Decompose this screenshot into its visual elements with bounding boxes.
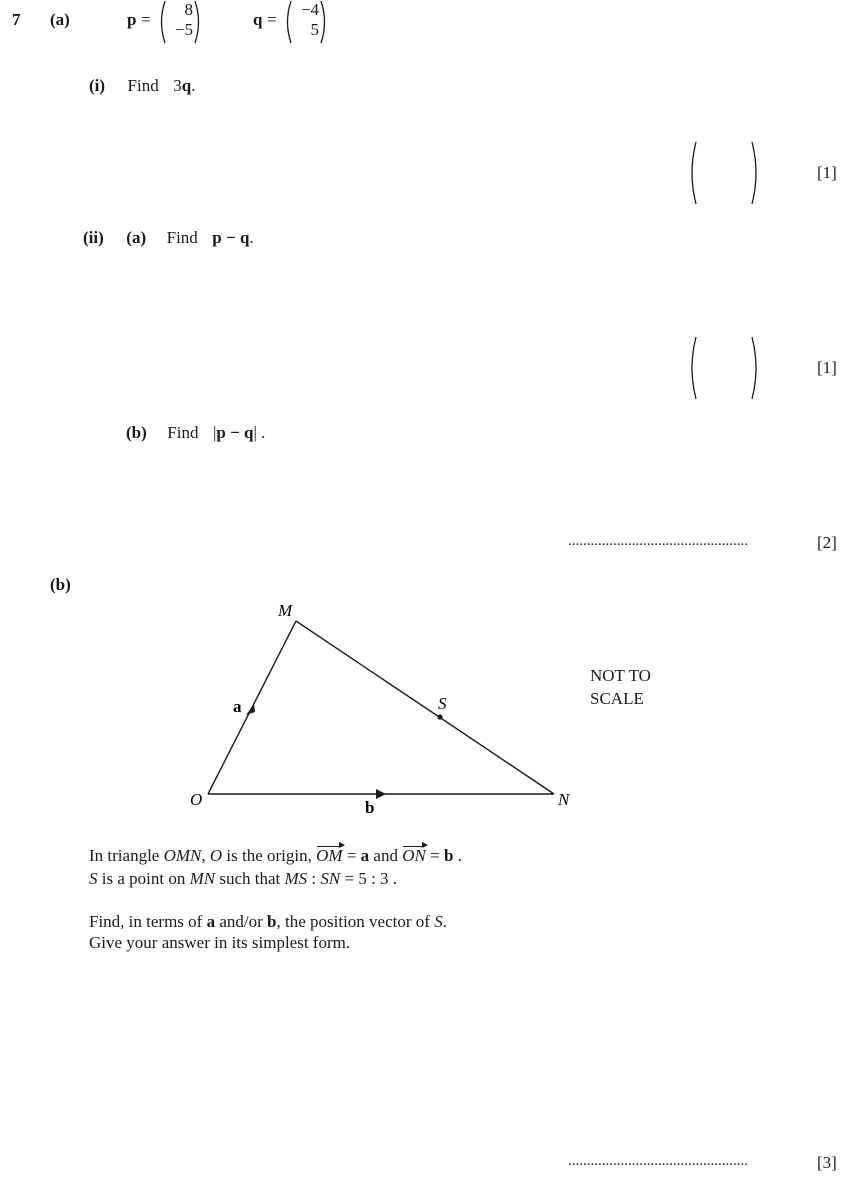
answer-line-b[interactable]: ................................................ [568, 1153, 748, 1169]
part-b-line-2: S is a point on MN such that MS : SN = 5 : 3 . [89, 869, 398, 888]
answer-brackets-icon [688, 140, 760, 206]
find-text: Find [166, 228, 198, 247]
vector-p-top: 8 [184, 0, 193, 19]
answer-vector-box-i[interactable] [688, 140, 760, 206]
vertex-o-label: O [190, 790, 203, 809]
answer-vector-box-ii-a[interactable] [688, 335, 760, 401]
expr-number: 3 [173, 76, 182, 95]
vector-q-bottom: 5 [310, 20, 319, 39]
part-ii-b-label: (b) [126, 423, 147, 442]
triangle-diagram [170, 595, 590, 825]
vector-p-name: p [127, 10, 137, 29]
equals-sign: = [267, 10, 277, 29]
find-text: Find [167, 423, 199, 442]
abs-bar-icon: | [212, 423, 217, 442]
vector-on: ON [402, 846, 426, 865]
part-ii-label: (ii) [83, 228, 104, 247]
point-s-dot [437, 714, 442, 719]
answer-line-ii-b[interactable]: ................................................ [568, 533, 748, 549]
vertex-n-label: N [558, 790, 570, 809]
not-to-scale-line2: SCALE [590, 689, 644, 708]
vector-p-bottom: −5 [174, 20, 193, 39]
part-b-label: (b) [50, 575, 71, 594]
part-ii-a-label: (a) [126, 228, 147, 247]
part-b-line-1: In triangle OMN, O is the origin, OM = a and ON = b . [89, 846, 462, 865]
mark-b: [3] [817, 1153, 837, 1172]
arrow-b-icon [376, 789, 386, 799]
mark-i: [1] [817, 163, 837, 182]
right-paren-icon [319, 0, 329, 44]
part-i-question: (i) Find 3q. [89, 76, 196, 95]
side-mn [296, 621, 554, 794]
vector-p-components [165, 0, 193, 40]
arrow-a-icon [246, 704, 255, 715]
vector-om: OM [316, 846, 343, 865]
mark-ii-b: [2] [817, 533, 837, 552]
part-a-label: (a) [50, 10, 70, 29]
right-paren-icon [193, 0, 203, 44]
abs-bar-icon: | [253, 423, 257, 442]
vector-q-name: q [253, 10, 263, 29]
find-text: Find [127, 76, 159, 95]
expr-p-minus-q: p − q [216, 423, 254, 442]
part-ii-a-question: (ii) (a) Find p − q. [83, 228, 254, 247]
mark-ii-a: [1] [817, 358, 837, 377]
vertex-m-label: M [278, 601, 293, 620]
vector-a-label: a [233, 697, 242, 716]
expr-p-minus-q: p − q [212, 228, 250, 247]
part-b-line-4: Give your answer in its simplest form. [89, 933, 351, 952]
equals-sign: = [141, 10, 151, 29]
vector-q-top: −4 [300, 0, 319, 19]
expr-variable: q [181, 76, 192, 95]
not-to-scale-line1: NOT TO [590, 666, 651, 685]
answer-brackets-icon [688, 335, 760, 401]
vector-q-components [291, 0, 319, 40]
point-s-label: S [438, 694, 447, 713]
part-i-label: (i) [89, 76, 106, 95]
not-to-scale-note [590, 664, 651, 710]
part-b-line-3: Find, in terms of a and/or b, the position vector of S. [89, 912, 447, 931]
part-ii-b-question: (b) Find |p − q| . [126, 423, 266, 442]
question-number: 7 [12, 10, 21, 29]
vector-b-label: b [365, 798, 375, 817]
